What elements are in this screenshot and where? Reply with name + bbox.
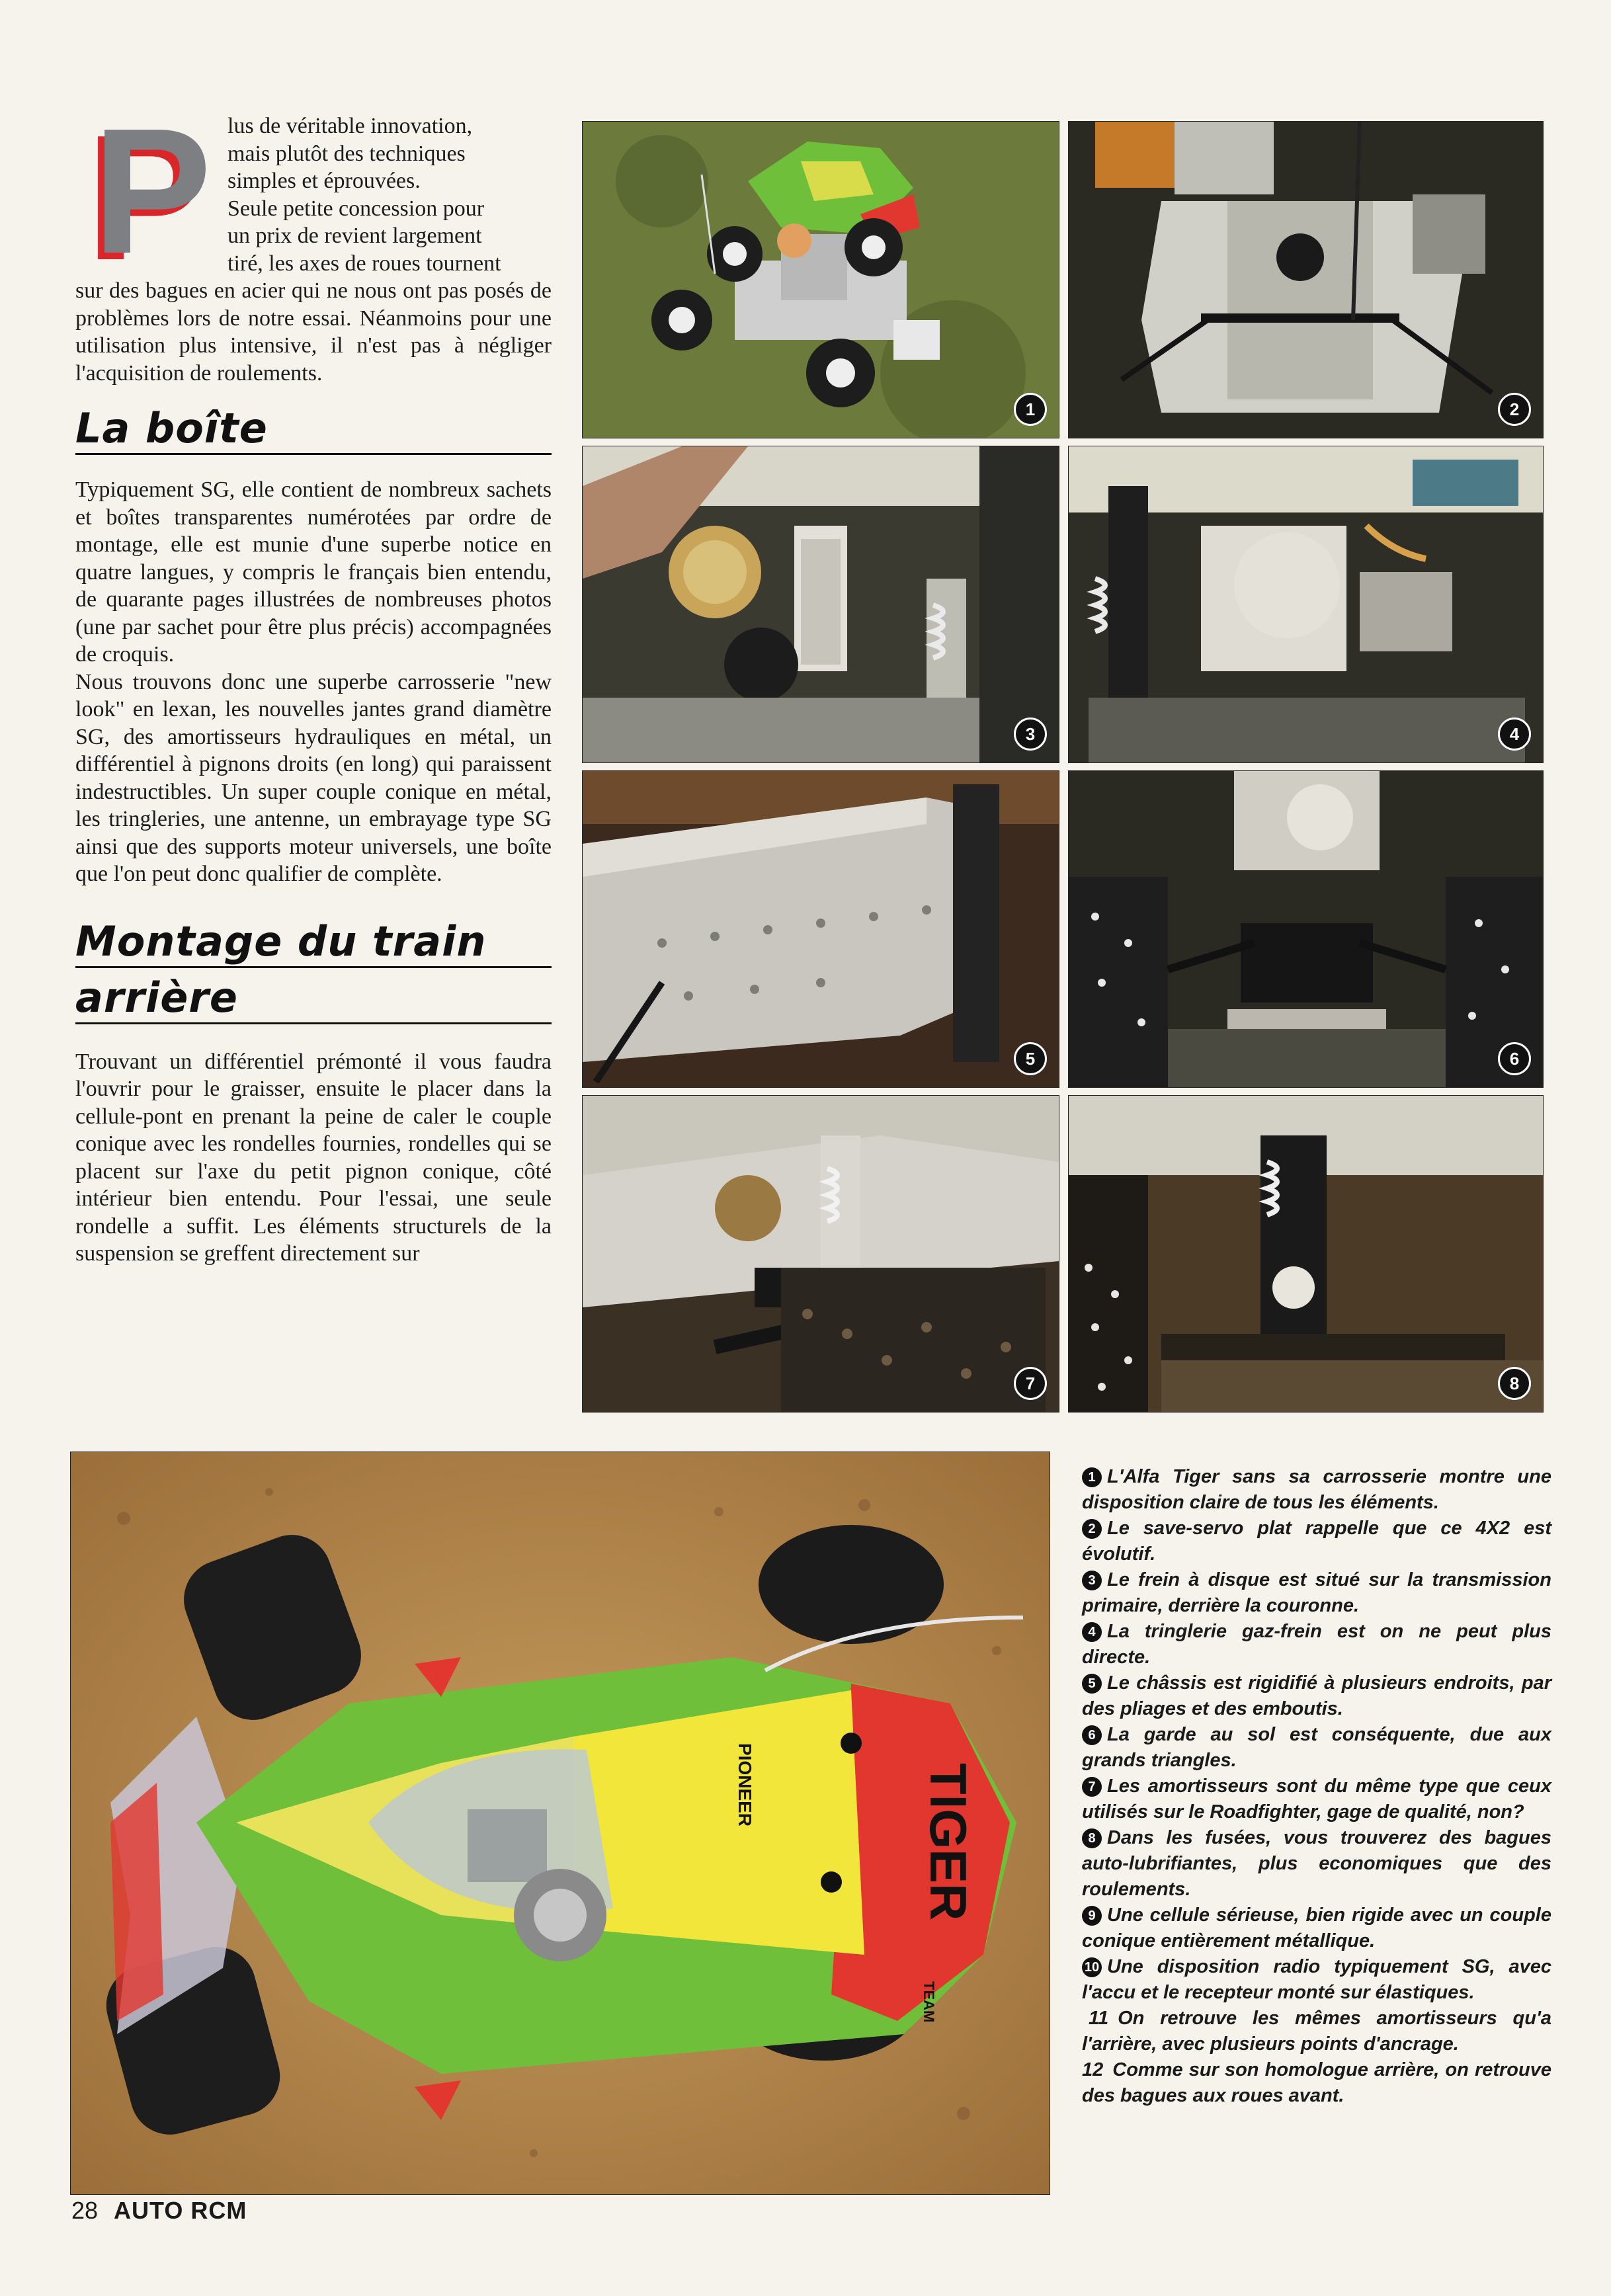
caption-text: Les amortisseurs sont du même type que ceux utilisés sur le Roadfighter, gage de qualité, non? — [1082, 1776, 1551, 1823]
page-number: 28 — [71, 2197, 99, 2224]
caption-12 — [1082, 2057, 1551, 2109]
caption-text: La tringlerie gaz-frein est on ne peut plus directe. — [1082, 1621, 1551, 1668]
photo-car-overhead — [70, 1452, 1050, 2195]
caption-number: 10 — [1082, 1957, 1102, 1977]
caption-text: Le frein à disque est situé sur la transmission primaire, derrière la couronne. — [1082, 1569, 1551, 1616]
intro-line: tiré, les axes de roues tournent — [227, 251, 501, 276]
caption-number: 12 — [1082, 2059, 1104, 2080]
caption-3 — [1082, 1567, 1551, 1619]
intro-block — [75, 92, 552, 387]
photo-5 — [582, 770, 1059, 1088]
intro-line: simples et éprouvées. — [227, 169, 421, 193]
caption-9 — [1082, 1903, 1551, 1954]
caption-text: Le châssis est rigidifié à plusieurs endroits, par des pliages et des emboutis. — [1082, 1672, 1551, 1719]
caption-number: 9 — [1082, 1906, 1102, 1926]
caption-11 — [1082, 2006, 1551, 2057]
photo-6 — [1068, 770, 1544, 1088]
intro-paragraph: sur des bagues en acier qui ne nous ont pas posés de problèmes lors de notre essai. Néanmoins pour une utilisation plus intensive, il n'est pas à négliger l'acquisition de roulements. — [75, 278, 552, 386]
caption-text: Le save-servo plat rappelle que ce 4X2 est évolutif. — [1082, 1518, 1551, 1565]
car-brand-text: TIGER — [919, 1763, 977, 1921]
caption-4 — [1082, 1619, 1551, 1670]
caption-7 — [1082, 1774, 1551, 1825]
caption-number: 5 — [1082, 1674, 1102, 1694]
photo-3 — [582, 446, 1059, 763]
intro-line: mais plutôt des techniques — [227, 141, 466, 166]
caption-text: Une cellule sérieuse, bien rigide avec un couple conique entièrement métallique. — [1082, 1905, 1551, 1951]
photo-6-image — [1069, 771, 1543, 1087]
photo-7 — [582, 1095, 1059, 1413]
caption-number: 7 — [1082, 1777, 1102, 1797]
photo-number-badge: 2 — [1498, 393, 1531, 426]
photo-number-badge: 4 — [1498, 718, 1531, 751]
body-paragraph: Nous trouvons donc une superbe carrosserie "new look" en lexan, les nouvelles jantes grand diamètre SG, des amortisseurs hydrauliques en métal, un différentiel à pignons droits (en long) qui paraissent indestructibles. Un super couple conique en métal, les tringleries, une antenne, un embrayage type SG ainsi que des supports moteur universels, une boîte que l'on peut donc qualifier de complète. — [75, 669, 552, 886]
caption-number: 2 — [1082, 1519, 1102, 1539]
photo-8 — [1068, 1095, 1544, 1413]
article-column — [75, 92, 552, 1268]
photo-1 — [582, 121, 1059, 438]
section-heading-montage: Montage du train — [75, 917, 552, 968]
caption-number: 6 — [1082, 1725, 1102, 1745]
body-paragraph: Typiquement SG, elle contient de nombreux sachets et boîtes transparentes numérotées par ordre de montage, elle est munie d'une superbe notice en quatre langues, y compris le français bien entendu, de quarante pages illustrées de nombreuses photos (une par sachet pour être plus précis) accompagnées de croquis. — [75, 477, 552, 667]
photo-8-image — [1069, 1096, 1543, 1412]
caption-text: Dans les fusées, vous trouverez des bagues auto-lubrifiantes, plus economiques que des roulements. — [1082, 1827, 1551, 1900]
caption-1 — [1082, 1464, 1551, 1516]
caption-text: On retrouve les mêmes amortisseurs qu'a l'arrière, avec plusieurs points d'ancrage. — [1082, 2008, 1551, 2055]
caption-number: 11 — [1089, 2008, 1109, 2029]
photo-7-image — [583, 1096, 1059, 1412]
intro-line: Seule petite concession pour — [227, 196, 485, 221]
photo-number-badge: 8 — [1498, 1367, 1531, 1400]
photo-2 — [1068, 121, 1544, 438]
car-team-text: TEAM — [921, 1981, 937, 2023]
car-overhead-image — [71, 1452, 1050, 2194]
caption-number: 8 — [1082, 1828, 1102, 1848]
photo-4 — [1068, 446, 1544, 763]
photo-number-badge: 6 — [1498, 1042, 1531, 1075]
body-paragraph: Trouvant un différentiel prémonté il vous faudra l'ouvrir pour le graisser, ensuite le placer dans la cellule-pont en prenant la peine de caler le couple conique avec les rondelles fournies, rondelles qui se placent sur l'axe du petit pignon conique, côté intérieur bien entendu. Pour l'essai, une seule rondelle a suffit. Les éléments structurels de la suspension se greffent directement sur — [75, 1049, 552, 1266]
section-heading-la-boite: La boîte — [75, 404, 552, 455]
intro-line: lus de véritable innovation, — [227, 114, 473, 138]
photo-5-image — [583, 771, 1059, 1087]
caption-8 — [1082, 1825, 1551, 1903]
drop-cap: P — [93, 92, 212, 291]
intro-line: un prix de revient largement — [227, 224, 482, 248]
caption-6 — [1082, 1722, 1551, 1774]
section-heading-montage-line2: arrière — [75, 973, 552, 1024]
photo-number-badge: 5 — [1014, 1042, 1047, 1075]
caption-number: 4 — [1082, 1622, 1102, 1642]
photo-number-badge: 3 — [1014, 718, 1047, 751]
photo-number-badge: 7 — [1014, 1367, 1047, 1400]
magazine-name: AUTO RCM — [114, 2197, 247, 2224]
caption-text: Comme sur son homologue arrière, on retrouve des bagues aux roues avant. — [1082, 2059, 1551, 2106]
photo-4-image — [1069, 446, 1543, 762]
caption-10 — [1082, 1954, 1551, 2006]
caption-5 — [1082, 1670, 1551, 1722]
car-sponsor-text: PIONEER — [735, 1743, 755, 1827]
photo-2-image — [1069, 122, 1543, 438]
photo-captions — [1082, 1464, 1551, 2109]
caption-text: L'Alfa Tiger sans sa carrosserie montre une disposition claire de tous les éléments. — [1082, 1466, 1551, 1513]
caption-2 — [1082, 1516, 1551, 1567]
caption-number: 3 — [1082, 1571, 1102, 1590]
caption-text: Une disposition radio typiquement SG, avec l'accu et le recepteur monté sur élastiques. — [1082, 1956, 1551, 2003]
photo-1-image — [583, 122, 1059, 438]
caption-number: 1 — [1082, 1467, 1102, 1487]
photo-number-badge: 1 — [1014, 393, 1047, 426]
photo-3-image — [583, 446, 1059, 762]
page-footer — [71, 2197, 247, 2225]
caption-text: La garde au sol est conséquente, due aux grands triangles. — [1082, 1724, 1551, 1771]
